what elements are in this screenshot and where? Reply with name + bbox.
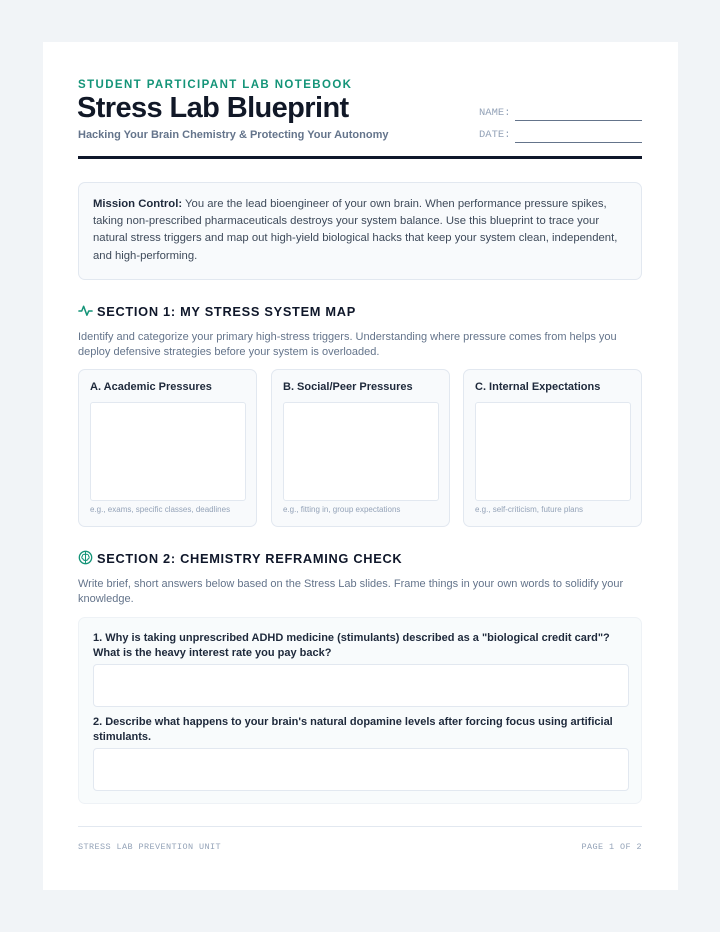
answer-box-1[interactable] <box>93 664 629 707</box>
answer-box-2[interactable] <box>93 748 629 791</box>
header-divider <box>78 156 642 159</box>
social-answer-box[interactable] <box>283 402 439 501</box>
card-title: B. Social/Peer Pressures <box>283 381 413 393</box>
trigger-card-internal <box>463 369 642 527</box>
page-subtitle: Hacking Your Brain Chemistry & Protecting Your Autonomy <box>78 129 389 141</box>
mission-label: Mission Control: <box>93 198 183 210</box>
mission-callout <box>78 182 642 280</box>
page-title: Stress Lab Blueprint <box>77 92 349 124</box>
academic-answer-box[interactable] <box>90 402 246 501</box>
date-label: DATE: <box>479 129 511 141</box>
section2-title: SECTION 2: CHEMISTRY REFRAMING CHECK <box>97 551 403 566</box>
card-title: A. Academic Pressures <box>90 381 212 393</box>
section2-intro: Write brief, short answers below based on the Stress Lab slides. Frame things in your own words to solidify your knowledge. <box>78 578 624 605</box>
pulse-icon <box>78 303 93 323</box>
date-field[interactable] <box>479 129 642 145</box>
name-line[interactable] <box>515 120 642 121</box>
question-2: 2. Describe what happens to your brain's natural dopamine levels after forcing focus using artificial stimulants. <box>93 716 613 743</box>
question-1: 1. Why is taking unprescribed ADHD medicine (stimulants) described as a "biological credit card"? What is the heavy interest rate you pay back? <box>93 632 610 659</box>
worksheet-page <box>43 42 678 890</box>
card-hint: e.g., self-criticism, future plans <box>475 505 584 514</box>
trigger-card-social <box>271 369 450 527</box>
card-title: C. Internal Expectations <box>475 381 601 393</box>
internal-answer-box[interactable] <box>475 402 631 501</box>
notebook-label: STUDENT PARTICIPANT LAB NOTEBOOK <box>78 79 353 91</box>
section1-intro: Identify and categorize your primary high-stress triggers. Understanding where pressure comes from helps you deploy defensive strategies before your system is overloaded. <box>78 331 617 358</box>
name-field[interactable] <box>479 107 642 123</box>
page-number: PAGE 1 OF 2 <box>581 842 642 852</box>
card-hint: e.g., fitting in, group expectations <box>283 505 401 514</box>
mission-text: You are the lead bioengineer of your own brain. When performance pressure spikes, taking non-prescribed pharmaceuticals destroys your system balance. Use this blueprint to trace your natural stress triggers and map out high-yield biological hacks that keep your system clean, independent, and high-performing. <box>93 198 618 262</box>
card-hint: e.g., exams, specific classes, deadlines <box>90 505 231 514</box>
brain-icon <box>78 550 93 570</box>
trigger-card-academic <box>78 369 257 527</box>
footer-unit-label: STRESS LAB PREVENTION UNIT <box>78 842 222 852</box>
footer-divider <box>78 826 642 827</box>
date-line[interactable] <box>515 142 642 143</box>
name-label: NAME: <box>479 107 511 119</box>
questions-panel <box>78 617 642 804</box>
section1-title: SECTION 1: MY STRESS SYSTEM MAP <box>97 304 356 319</box>
